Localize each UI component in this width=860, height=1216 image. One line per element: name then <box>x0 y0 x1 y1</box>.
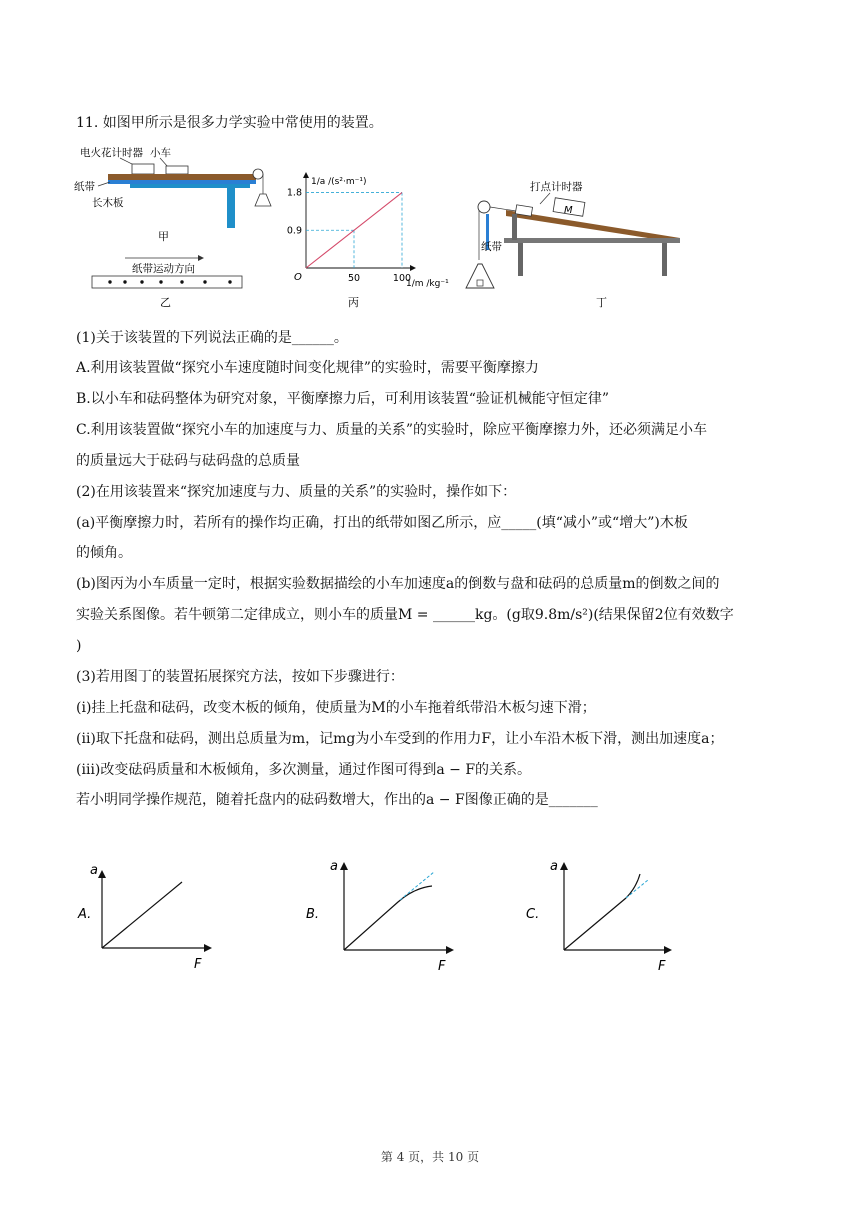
ding-label-tape: 纸带 <box>481 241 502 253</box>
jia-caption: 甲 <box>158 230 169 243</box>
text-line: (a)平衡摩擦力时，若所有的操作均正确，打出的纸带如图乙所示，应_____(填“减小”或“增大”)木板 <box>76 515 688 531</box>
option-b-graph <box>306 859 454 974</box>
option-graphs <box>70 856 690 976</box>
option-c-axis-y: a <box>550 859 558 874</box>
text-line: 的倾角。 <box>76 545 132 561</box>
text-line: ) <box>76 638 82 654</box>
question-title: 11. 如图甲所示是很多力学实验中常使用的装置。 <box>76 115 383 131</box>
ding-label-timer: 打点计时器 <box>530 181 583 193</box>
jia-label-tape: 纸带 <box>74 181 95 193</box>
text-line: (ⅱ)取下托盘和砝码，测出总质量为m，记mg为小车受到的作用力F，让小车沿木板下滑，测出加速度a； <box>76 731 724 747</box>
option-a-axis-x: F <box>194 957 202 972</box>
option-c-graph <box>526 859 672 974</box>
option-b-axis-x: F <box>438 959 446 974</box>
spark-timer-shape <box>132 164 154 174</box>
figures-row <box>70 140 710 310</box>
option-a-line <box>102 882 182 948</box>
text-line: C.利用该装置做“探究小车的加速度与力、质量的关系”的实验时，除应平衡摩擦力外，还必须满足小车 <box>76 422 707 438</box>
bing-caption: 丙 <box>348 296 359 309</box>
option-a-axis-y: a <box>90 863 98 878</box>
weight-pan <box>255 194 271 206</box>
text-line: 的质量远大于砝码与砝码盘的总质量 <box>76 453 300 469</box>
option-b-label: B. <box>306 907 320 922</box>
option-b-curve <box>344 886 432 950</box>
bing-x-axis-label: 1/m /kg⁻¹ <box>406 279 449 289</box>
jia-label-board: 长木板 <box>92 197 124 209</box>
ding-label-mass: M <box>564 205 573 216</box>
page-footer: 第 4 页，共 10 页 <box>380 1150 480 1164</box>
bing-tick-y1: 0.9 <box>286 225 302 237</box>
tape-strip <box>92 276 242 288</box>
yi-caption: 乙 <box>160 296 171 309</box>
text-line: (2)在用该装置来“探究加速度与力、质量的关系”的实验时，操作如下： <box>76 484 517 500</box>
bing-tick-y2: 1.8 <box>286 187 302 199</box>
text-line: 实验关系图像。若牛顿第二定律成立，则小车的质量M = ______kg。(g取9.8m/s²)(结果保留2位有效数字 <box>76 607 734 623</box>
text-line: (1)关于该装置的下列说法正确的是______。 <box>76 330 348 346</box>
text-line: 若小明同学操作规范，随着托盘内的砝码数增大，作出的a − F图像正确的是_______ <box>76 792 598 808</box>
long-board-shape <box>108 174 256 180</box>
text-line: (ⅲ)改变砝码质量和木板倾角，多次测量，通过作图可得到a − F的关系。 <box>76 762 532 778</box>
option-a-label: A. <box>78 907 92 922</box>
option-a-graph <box>77 863 212 972</box>
jia-label-cart: 小车 <box>150 147 171 159</box>
text-line: B.以小车和砝码整体为研究对象，平衡摩擦力后，可利用该装置“验证机械能守恒定律” <box>76 391 610 407</box>
figure-yi <box>92 255 242 309</box>
tape-shape <box>108 180 256 184</box>
option-c-curve <box>564 874 640 950</box>
figure-bing <box>287 172 449 309</box>
text-line: (ⅰ)挂上托盘和砝码，改变木板的倾角，使质量为M的小车拖着纸带沿木板匀速下滑； <box>76 700 596 716</box>
option-c-axis-x: F <box>658 959 666 974</box>
yi-label-direction: 纸带运动方向 <box>132 263 195 275</box>
option-b-axis-y: a <box>330 859 338 874</box>
figure-jia <box>74 146 271 243</box>
bing-tick-x1: 50 <box>347 273 361 284</box>
text-line: (3)若用图丁的装置拓展探究方法，按如下步骤进行： <box>76 669 404 685</box>
figure-ding <box>466 180 680 309</box>
cart-shape <box>166 166 188 174</box>
text-line: A.利用该装置做“探究小车速度随时间变化规律”的实验时，需要平衡摩擦力 <box>76 360 539 376</box>
text-line: (b)图丙为小车质量一定时，根据实验数据描绘的小车加速度a的倒数与盘和砝码的总质量m的倒数之间的 <box>76 576 720 592</box>
bing-origin: O <box>294 272 302 283</box>
ding-caption: 丁 <box>596 296 607 309</box>
option-c-label: C. <box>526 907 540 922</box>
bing-tick-x2: 100 <box>392 273 412 284</box>
table-leg <box>227 188 235 228</box>
bing-y-axis-label: 1/a /(s²·m⁻¹) <box>311 177 367 187</box>
jia-label-timer: 电火花计时器 <box>80 147 143 159</box>
